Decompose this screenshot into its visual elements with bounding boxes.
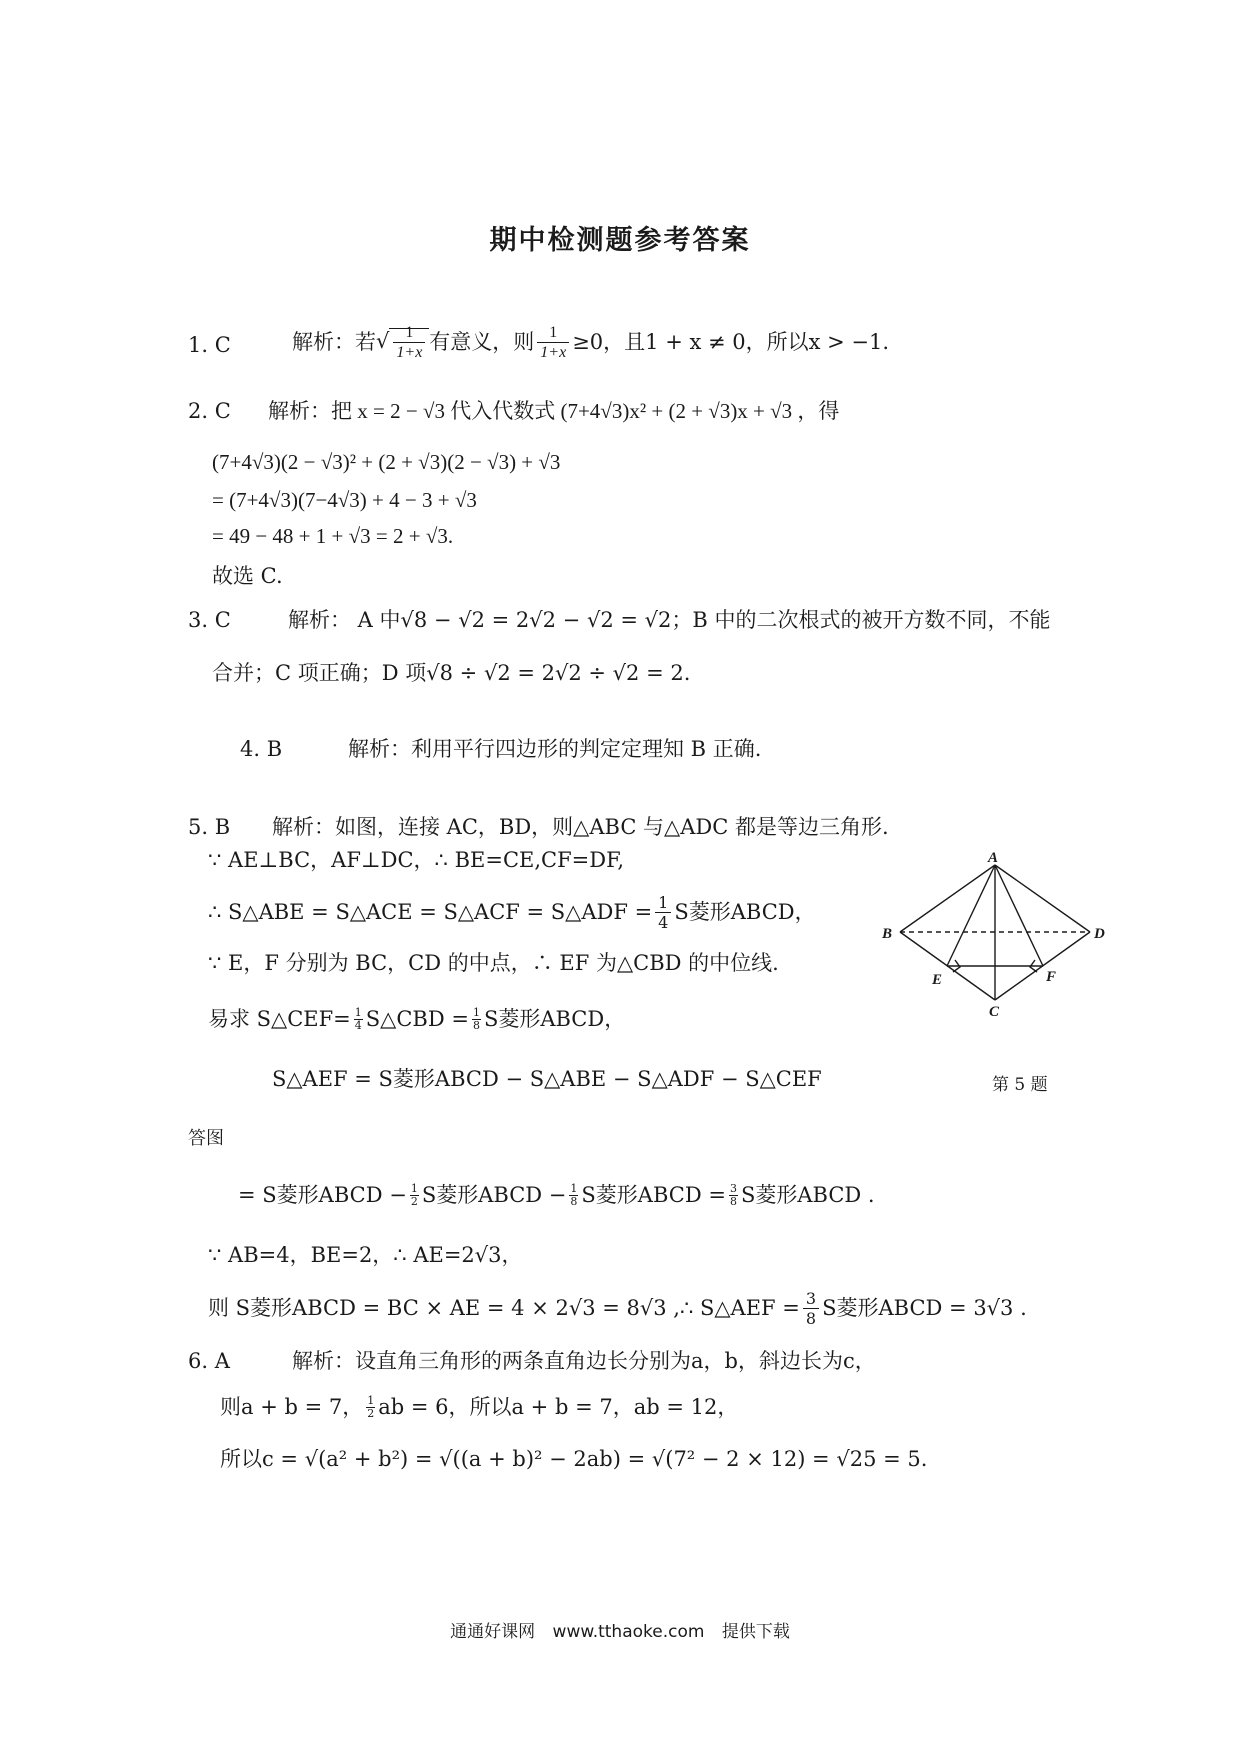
q5-line7-c: S菱形ABCD = (581, 1183, 726, 1207)
q6-line3: 所以c = √(a² + b²) = √((a + b)² − 2ab) = √(7² − 2 × 12) = √25 = 5. (220, 1447, 928, 1471)
q2-step1: (7+4√3)(2 − √3)² + (2 + √3)(2 − √3) + √3 (212, 450, 561, 474)
q6-frac-half: $\frac{1}{2}$ (367, 1393, 375, 1420)
label-f: F (1046, 969, 1057, 985)
q5-line5-mid: S△CBD = (365, 1007, 469, 1031)
page-title: 期中检测题参考答案 (489, 225, 751, 256)
edge-ad (995, 865, 1090, 932)
q5-line7-a: = S菱形ABCD − (238, 1183, 407, 1207)
q2-lead: 解析：把 x = 2 − √3 代入代数式 (7+4√3)x² + (2 + √3)x + √3 ，得 (268, 399, 840, 423)
footer-site-name: 通通好课网 (450, 1622, 536, 1642)
label-d: D (1094, 926, 1105, 942)
label-e: E (932, 972, 943, 988)
q5-line4: ∵ E，F 分别为 BC，CD 的中点，∴ EF 为△CBD 的中位线. (208, 951, 779, 975)
q5-line5-post: S菱形ABCD， (483, 1007, 626, 1031)
q5-answer-label: 答图 (188, 1128, 224, 1149)
q5-frac-q: $\frac{1}{4}$ (354, 1005, 362, 1032)
label-a: A (988, 850, 999, 866)
q5-line5 (208, 994, 625, 1044)
q1-fraction: $\frac{1}{1+x}$ (537, 323, 569, 362)
q2-number: 2. C (188, 399, 231, 423)
footer-action: 提供下载 (721, 1622, 790, 1642)
q5-frac-half: $\frac{1}{2}$ (410, 1181, 418, 1208)
q5-frac-quarter: $\frac{1}{4}$ (655, 893, 671, 932)
q5-lead: 解析：如图，连接 AC，BD，则△ABC 与△ADC 都是等边三角形. (272, 815, 889, 839)
q5-line7-d: S菱形ABCD . (740, 1183, 875, 1207)
q5-line3 (208, 886, 816, 938)
q1-text2: ≥0，且1 + x ≠ 0，所以x > −1. (572, 330, 890, 354)
q2-conclusion: 故选 C. (212, 564, 283, 588)
q5-line7-b: S菱形ABCD − (421, 1183, 567, 1207)
q5-frac-e: $\frac{1}{8}$ (472, 1005, 480, 1032)
q5-line9-post: S菱形ABCD = 3√3 . (822, 1296, 1027, 1320)
q1-text1: 有意义，则 (429, 330, 535, 354)
q5-frac-eighth: $\frac{1}{8}$ (570, 1181, 578, 1208)
q6-line2-post: ab = 6，所以a + b = 7，ab = 12， (378, 1395, 739, 1419)
edge-ab (900, 865, 995, 932)
q1-number: 1. C (188, 333, 231, 357)
q5-number: 5. B (188, 815, 231, 839)
q5-figure-rhombus (870, 850, 1120, 1020)
q6-line2-pre: 则a + b = 7， (220, 1395, 364, 1419)
q3-line2: 合并；C 项正确；D 项√8 ÷ √2 = 2√2 ÷ √2 = 2. (212, 661, 691, 685)
q5-line3-post: S菱形ABCD， (674, 900, 816, 924)
q2-step3: = 49 − 48 + 1 + √3 = 2 + √3. (212, 524, 454, 548)
q5-frac-38: $\frac{3}{8}$ (803, 1289, 819, 1328)
q2-step2: = (7+4√3)(7−4√3) + 4 − 3 + √3 (212, 488, 477, 512)
q5-line6: S△AEF = S菱形ABCD − S△ABE − S△ADF − S△CEF (272, 1067, 822, 1091)
q4-text: 解析：利用平行四边形的判定定理知 B 正确. (348, 737, 762, 761)
q5-line2: ∵ AE⊥BC，AF⊥DC，∴ BE=CE,CF=DF, (208, 848, 625, 872)
q5-line5-pre: 易求 S△CEF= (208, 1007, 351, 1031)
q6-line2 (220, 1384, 738, 1430)
footer-url[interactable]: www.tthaoke.com (552, 1622, 705, 1642)
q5-line9 (208, 1282, 1027, 1334)
segment-ae (947, 865, 995, 966)
label-c: C (989, 1004, 1000, 1020)
q6-line1: 解析：设直角三角形的两条直角边长分别为a，b，斜边长为c， (292, 1349, 876, 1373)
page-footer (0, 1617, 1240, 1642)
q1-text (292, 314, 889, 370)
q5-line9-pre: 则 S菱形ABCD = BC × AE = 4 × 2√3 = 8√3 ,∴ S△AEF = (208, 1296, 800, 1320)
q1-jiexi: 解析：若 (292, 330, 376, 354)
q5-line7 (238, 1172, 875, 1218)
segment-af (995, 865, 1043, 966)
q4-number: 4. B (240, 737, 283, 761)
q5-line3-pre: ∴ S△ABE = S△ACE = S△ACF = S△ADF = (208, 900, 653, 924)
q3-number: 3. C (188, 608, 231, 632)
q6-number: 6. A (188, 1349, 230, 1373)
label-b: B (882, 926, 893, 942)
q5-frac-three-eighths: $\frac{3}{8}$ (729, 1181, 737, 1208)
q1-sqrt-expr: √ $\frac{1}{1+x}$ (376, 323, 429, 362)
q3-line1: 解析： A 中√8 − √2 = 2√2 − √2 = √2；B 中的二次根式的被开方数不同，不能 (288, 608, 1051, 632)
q5-line8: ∵ AB=4，BE=2，∴ AE=2√3， (208, 1243, 523, 1267)
q5-figure-caption: 第 5 题 (992, 1075, 1048, 1095)
